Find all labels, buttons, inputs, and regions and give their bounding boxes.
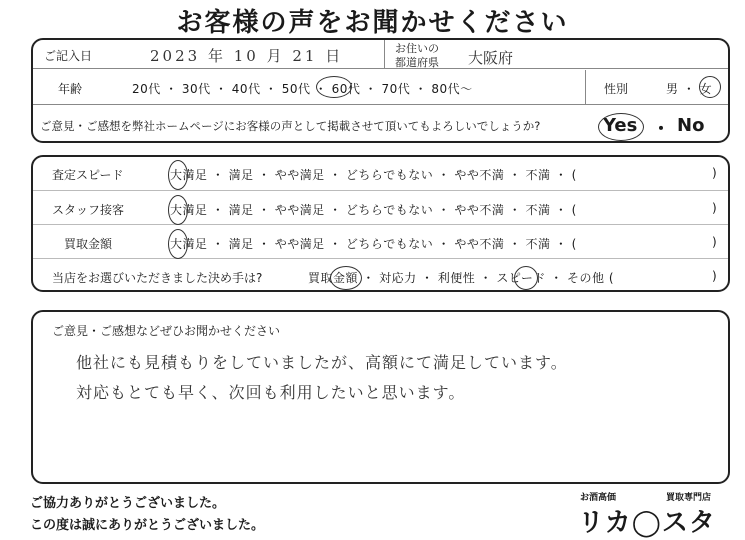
rating-label-price: 買取金額	[64, 237, 113, 251]
gender-selection-circle	[699, 76, 721, 98]
comments-label: ご意見・ご感想などぜひお聞かせください	[52, 324, 281, 338]
logo-tagline-left: お酒高価	[580, 493, 617, 503]
rating-close-price: )	[712, 235, 718, 249]
reason-selection-circle	[330, 266, 362, 290]
speed-selection-circle	[168, 160, 188, 190]
date-value: 2023 年 10 月 21 日	[150, 47, 344, 65]
shop-logo	[578, 490, 728, 536]
gender-label: 性別	[604, 82, 629, 96]
comment-line-2: 対応もとても早く、次回も利用したいと思います。	[76, 383, 466, 402]
footer-thanks-2: この度は誠にありがとうございました。	[30, 518, 265, 533]
logo-tagline-right: 買取専門店	[666, 493, 712, 503]
yes-selection-circle	[598, 113, 644, 141]
consent-dot: ・	[652, 119, 670, 140]
rating-close-speed: )	[712, 166, 718, 180]
footer-thanks-1: ご協力ありがとうございました。	[30, 496, 226, 511]
rating-options-price: 大満足 ・ 満足 ・ やや満足 ・ どちらでもない ・ やや不満 ・ 不満 ・ (	[170, 237, 577, 251]
rating-label-staff: スタッフ接客	[52, 203, 125, 217]
date-label: ご記入日	[44, 49, 93, 63]
age-label: 年齢	[58, 82, 83, 96]
age-options: 20代 ・ 30代 ・ 40代 ・ 50代 ・ 60代 ・ 70代 ・ 80代〜	[132, 82, 473, 96]
rating-label-speed: 査定スピード	[52, 168, 124, 182]
reason-options: 買取金額 ・ 対応力 ・ 利便性 ・ スピード ・ その他 (	[308, 271, 615, 285]
comment-line-1: 他社にも見積もりをしていましたが、高額にて満足しています。	[76, 353, 568, 372]
reason-question: 当店をお選びいただきました決め手は?	[52, 271, 263, 285]
page-title: お客様の声をお聞かせください	[176, 8, 569, 38]
address-label-1: お住いの	[395, 42, 439, 55]
consent-no: No	[677, 115, 705, 136]
consent-yes: Yes	[603, 115, 638, 136]
rating-close-staff: )	[712, 201, 718, 215]
gender-options: 男 ・ 女	[666, 82, 713, 96]
consent-question: ご意見・ご感想を弊社ホームページにお客様の声として掲載させて頂いてもよろしいでしょうか?	[40, 119, 541, 133]
rating-options-staff: 大満足 ・ 満足 ・ やや満足 ・ どちらでもない ・ やや不満 ・ 不満 ・ (	[170, 203, 577, 217]
reason-close: )	[712, 269, 718, 283]
rating-options-speed: 大満足 ・ 満足 ・ やや満足 ・ どちらでもない ・ やや不満 ・ 不満 ・ (	[170, 168, 577, 182]
address-value: 大阪府	[468, 49, 514, 67]
price-selection-circle	[168, 229, 188, 259]
address-label-2: 都道府県	[395, 56, 439, 69]
logo-wordmark: リカ◯スタ	[578, 508, 716, 538]
staff-selection-circle	[168, 195, 188, 225]
reason-speed-circle	[514, 266, 538, 290]
age-selection-circle	[316, 76, 352, 98]
